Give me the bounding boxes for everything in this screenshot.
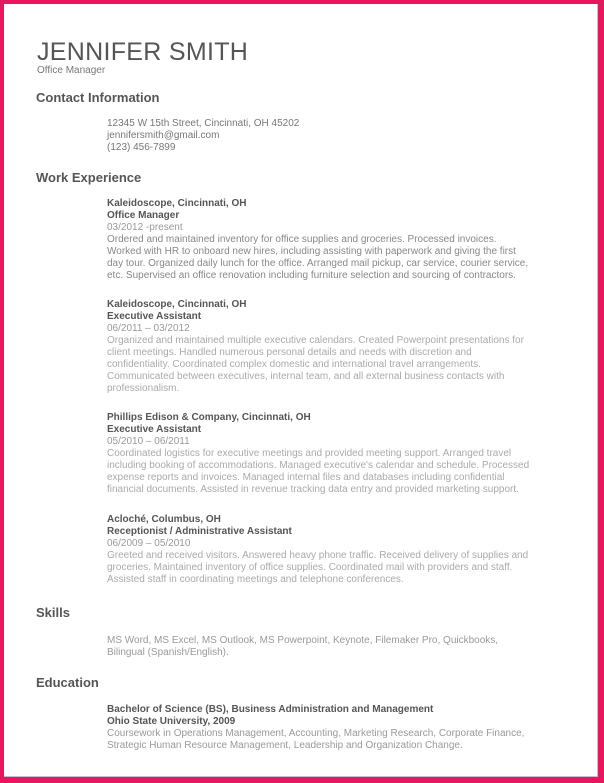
job-desc-line: Ordered and maintained inventory for office supplies and groceries. Processed invoices.	[107, 234, 497, 245]
job-dates: 03/2012 -present	[107, 222, 183, 233]
contact-phone: (123) 456-7899	[107, 142, 176, 153]
contact-heading: Contact Information	[36, 90, 160, 105]
job-desc-line: day tour. Organized daily lunch for the office. Arranged mail pickup, car service, courier service,	[107, 258, 529, 269]
skills-block	[107, 635, 589, 659]
education-degree: Bachelor of Science (BS), Business Administration and Management	[107, 704, 434, 715]
education-school: Ohio State University, 2009	[107, 716, 236, 727]
job-desc-line: Worked with HR to onboard new hires, including assisting with paperwork and giving the first	[107, 246, 516, 257]
job-desc-line: Assisted staff in coordinating meetings and telephone conferences.	[107, 574, 404, 585]
job-entry	[107, 299, 589, 395]
contact-email: jennifersmith@gmail.com	[107, 130, 220, 141]
contact-block	[107, 118, 589, 154]
skills-line: MS Word, MS Excel, MS Outlook, MS Powerpoint, Keynote, Filemaker Pro, Quickbooks,	[107, 635, 499, 646]
job-entry	[107, 412, 589, 496]
job-desc-line: Communicated between executives, internal team, and all external business contacts with	[107, 371, 505, 382]
contact-address: 12345 W 15th Street, Cincinnati, OH 45202	[107, 118, 300, 129]
job-desc-line: expense reports and invoices. Managed internal files and databases including confidential	[107, 472, 505, 483]
candidate-title: Office Manager	[37, 65, 106, 76]
job-desc-line: financial documents. Assisted in revenue tracking data entry and provided marketing support.	[107, 484, 519, 495]
job-desc-line: including booking of accommodations. Managed executive's calendar and schedule. Processed	[107, 460, 530, 471]
job-desc-line: etc. Supervised an office renovation including furniture selection and sourcing of contractors.	[107, 270, 516, 281]
job-role: Receptionist / Administrative Assistant	[107, 526, 292, 537]
job-desc-line: groceries. Maintained inventory of office supplies. Coordinated mail with providers and staff.	[107, 562, 513, 573]
job-entry	[107, 198, 589, 282]
education-coursework: Strategic Human Resource Management, Leadership and Organization Change.	[107, 740, 463, 751]
job-role: Office Manager	[107, 210, 180, 221]
job-role: Executive Assistant	[107, 311, 202, 322]
job-desc-line: confidentiality. Coordinated complex domestic and international travel arrangements.	[107, 359, 481, 370]
job-company: Phillips Edison & Company, Cincinnati, OH	[107, 412, 311, 423]
job-desc-line: professionalism.	[107, 383, 180, 394]
candidate-name: JENNIFER SMITH	[37, 38, 249, 66]
job-dates: 06/2011 – 03/2012	[107, 323, 190, 334]
job-entry	[107, 514, 589, 586]
skills-heading: Skills	[36, 605, 70, 620]
job-company: Acloché, Columbus, OH	[107, 514, 221, 525]
education-heading: Education	[36, 675, 99, 690]
job-role: Executive Assistant	[107, 424, 202, 435]
work-heading: Work Experience	[36, 170, 142, 185]
skills-line: Bilingual (Spanish/English).	[107, 647, 229, 658]
job-desc-line: Coordinated logistics for executive meetings and provided meeting support. Arranged travel	[107, 448, 512, 459]
job-company: Kaleidoscope, Cincinnati, OH	[107, 299, 247, 310]
job-desc-line: client meetings. Handled numerous personal details and needs with discretion and	[107, 347, 472, 358]
education-coursework: Coursework in Operations Management, Accounting, Marketing Research, Corporate Finance,	[107, 728, 525, 739]
job-company: Kaleidoscope, Cincinnati, OH	[107, 198, 247, 209]
job-desc-line: Organized and maintained multiple executive calendars. Created Powerpoint presentations for	[107, 335, 524, 346]
resume-page	[4, 4, 598, 777]
education-block	[107, 704, 589, 752]
job-desc-line: Greeted and received visitors. Answered heavy phone traffic. Received delivery of supplies and	[107, 550, 529, 561]
job-dates: 05/2010 – 06/2011	[107, 436, 190, 447]
job-dates: 06/2009 – 05/2010	[107, 538, 191, 549]
